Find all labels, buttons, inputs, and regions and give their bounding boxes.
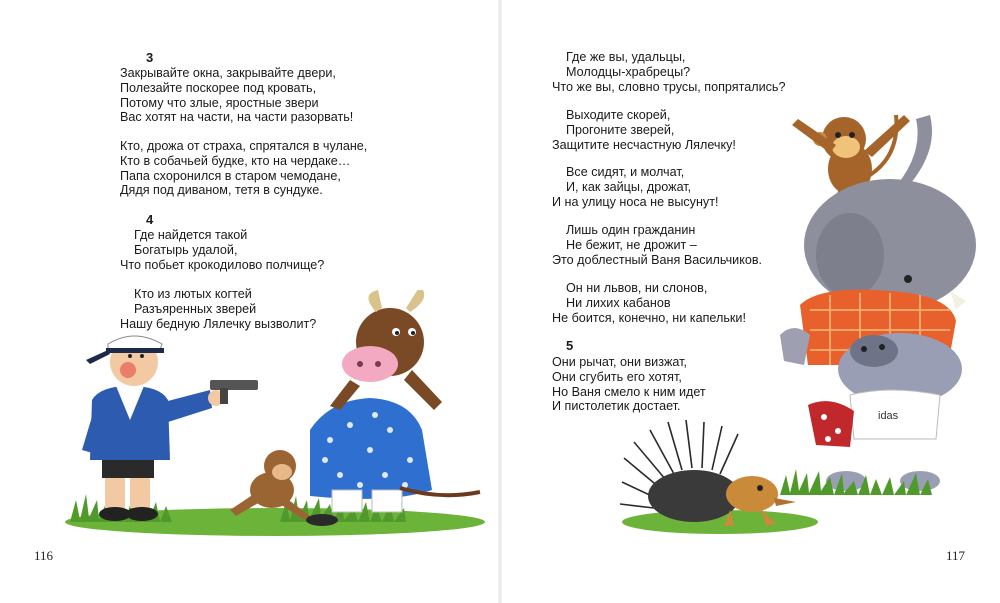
verse-line: Потому что злые, яростные звери xyxy=(120,95,319,110)
verse-line: И, как зайцы, дрожат, xyxy=(566,179,692,194)
verse-line: Все сидят, и молчат, xyxy=(566,165,685,179)
section-number-5: 5 xyxy=(566,338,574,353)
section-number-3: 3 xyxy=(146,50,154,65)
verse-line: Это доблестный Ваня Васильчиков. xyxy=(552,252,763,267)
section-number-4: 4 xyxy=(146,212,154,227)
verse-line: И пистолетик достает. xyxy=(552,399,681,414)
verse-line: Богатырь удалой, xyxy=(134,242,238,257)
verse-line: Нашу бедную Лялечку вызволит? xyxy=(120,316,317,331)
verse-line: Полезайте поскорее под кровать, xyxy=(120,80,317,95)
verse-line: Он ни львов, ни слонов, xyxy=(566,281,708,295)
verse-line: Где же вы, удальцы, xyxy=(566,50,686,64)
verse-line: Где найдется такой xyxy=(134,228,248,242)
verse-line: Защитите несчастную Лялечку! xyxy=(552,137,736,152)
stanza-4-1 xyxy=(120,228,324,272)
verse-line: Выходите скорей, xyxy=(566,108,671,122)
verse-line: Закрывайте окна, закрывайте двери, xyxy=(120,66,336,80)
verse-line: Прогоните зверей, xyxy=(566,122,675,137)
cow xyxy=(306,290,480,526)
verse-line: Кто в собачьей будке, кто на чердаке… xyxy=(120,153,351,168)
verse-line: Вас хотят на части, на части разорвать! xyxy=(120,110,354,125)
verse-line: Папа схоронился в старом чемодане, xyxy=(120,168,341,183)
stanza-5-1 xyxy=(552,355,706,414)
stanza-r-4 xyxy=(552,223,762,267)
boy-sailor xyxy=(82,336,258,521)
verse-line: Не боится, конечно, ни капельки! xyxy=(552,310,746,325)
shirt-text: idas xyxy=(878,410,899,422)
verse-line: Разъяренных зверей xyxy=(134,301,257,316)
page-number-left: 116 xyxy=(34,548,54,563)
verse-line: Что же вы, словно трусы, попрятались? xyxy=(552,79,786,94)
stanza-r-5 xyxy=(552,281,746,325)
verse-line: Они сгубить его хотят, xyxy=(552,369,682,384)
right-page xyxy=(500,0,1000,603)
illustration-boy-cow xyxy=(60,290,490,540)
verse-line: Что побьет крокодилово полчище? xyxy=(120,257,325,272)
illustration-porcupine xyxy=(620,418,820,538)
verse-line: Дядя под диваном, тетя в сундуке. xyxy=(120,183,323,198)
page-number-right: 117 xyxy=(946,548,966,563)
stanza-r-1 xyxy=(552,50,785,94)
verse-line: Кто из лютых когтей xyxy=(134,287,252,301)
stanza-r-3 xyxy=(552,165,719,209)
verse-line: И на улицу носа не высунут! xyxy=(552,194,719,209)
verse-line: Они рычат, они визжат, xyxy=(552,355,688,369)
stanza-3-2 xyxy=(120,139,367,198)
verse-line: Но Ваня смело к ним идет xyxy=(552,384,706,399)
verse-line: Кто, дрожа от страха, спрятался в чулане, xyxy=(120,139,368,153)
stanza-r-2 xyxy=(552,108,736,152)
verse-line: Не бежит, не дрожит – xyxy=(566,237,697,252)
verse-line: Молодцы-храбрецы? xyxy=(566,64,691,79)
stanza-3-1 xyxy=(120,66,353,125)
verse-line: Лишь один гражданин xyxy=(566,223,696,237)
verse-line: Ни лихих кабанов xyxy=(566,295,671,310)
